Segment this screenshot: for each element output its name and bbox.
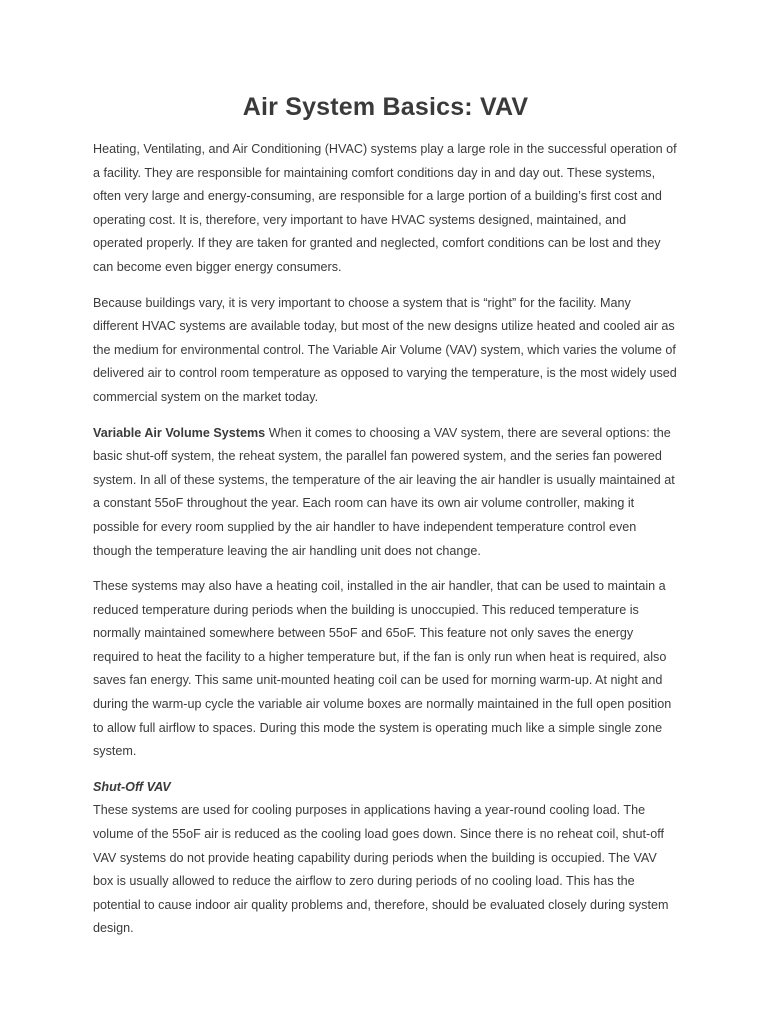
vav-systems-lead: Variable Air Volume Systems: [93, 425, 266, 440]
vav-systems-paragraph: [93, 422, 678, 564]
intro-paragraph: Heating, Ventilating, and Air Conditioning (HVAC) systems play a large role in the successful operation of a facility. They are responsible for maintaining comfort conditions day in and day out. These systems, often very large and energy-consuming, are responsible for a large portion of a building’s first cost and operating cost. It is, therefore, very important to have HVAC systems designed, maintained, and operated properly. If they are taken for granted and neglected, comfort conditions can be lost and they can become even bigger energy consumers.: [93, 142, 677, 274]
shut-off-vav-paragraph: These systems are used for cooling purposes in applications having a year-round cooling load. The volume of the 55oF air is reduced as the cooling load goes down. Since there is no reheat coil, shut-off VAV systems do not provide heating capability during periods when the building is occupied. The VAV box is usually allowed to reduce the airflow to zero during periods of no cooling load. This has the potential to cause indoor air quality problems and, therefore, should be evaluated closely during system design.: [93, 803, 669, 936]
heating-coil-paragraph: These systems may also have a heating coil, installed in the air handler, that can be used to maintain a reduced temperature during periods when the building is unoccupied. This reduced temperature is normally maintained somewhere between 55oF and 65oF. This feature not only saves the energy required to heat the facility to a higher temperature but, if the fan is only run when heat is required, also saves fan energy. This same unit-mounted heating coil can be used for morning warm-up. At night and during the warm-up cycle the variable air volume boxes are normally maintained in the full open position to allow full airflow to spaces. During this mode the system is operating much like a simple single zone system.: [93, 579, 672, 759]
vav-systems-body: When it comes to choosing a VAV system, there are several options: the basic shut-off system, the reheat system, the parallel fan powered system, and the series fan powered system. In all of these systems, the temperature of the air leaving the air handler is usually maintained at a constant 55oF throughout the year. Each room can have its own air volume controller, making it possible for every room supplied by the air handler to have independent temperature control even though the temperature leaving the air handling unit does not change.: [93, 425, 675, 558]
shut-off-vav-heading: Shut-Off VAV: [93, 779, 171, 794]
system-choice-paragraph: Because buildings vary, it is very important to choose a system that is “right” for the facility. Many different HVAC systems are available today, but most of the new designs utilize heated and cooled air as the medium for environmental control. The Variable Air Volume (VAV) system, which varies the volume of delivered air to control room temperature as opposed to varying the temperature, is the most widely used commercial system on the market today.: [93, 295, 677, 404]
document-page: [93, 90, 678, 953]
page-title: Air System Basics: VAV: [242, 93, 529, 121]
